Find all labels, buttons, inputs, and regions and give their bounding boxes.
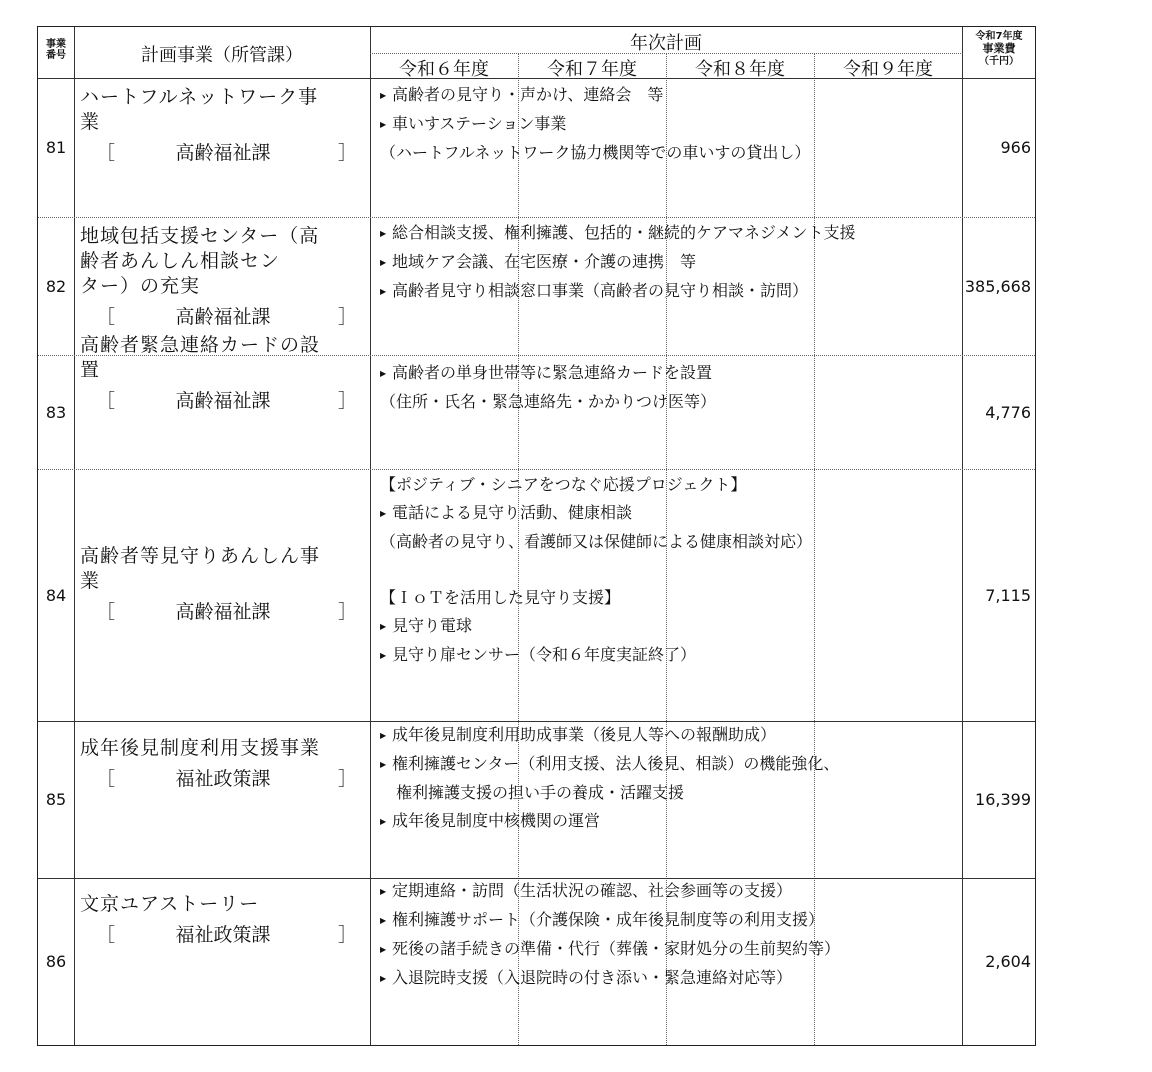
row-number: 86 (45, 952, 67, 971)
bracket-close: ］ (338, 768, 358, 790)
row-number: 82 (45, 276, 67, 296)
project-name-line: 地域包括支援センター（高 (80, 225, 320, 247)
plan-item (380, 359, 962, 388)
header-no-label: 事業番号 (46, 39, 66, 61)
project-name-line: 高齢者緊急連絡カードの設 (80, 334, 321, 356)
bracket-open: ［ (96, 306, 116, 328)
plan-item-text: （住所・氏名・緊急連絡先・かかりつけ医等） (380, 392, 717, 411)
plan-item-text: 【ポジティブ・シニアをつなぐ応援プロジェクト】 (380, 475, 747, 494)
plan-item-text: 総合相談支援、権利擁護、包括的・継続的ケアマネジメント支援 (392, 223, 856, 242)
project-cell (74, 333, 370, 414)
plan-item (380, 139, 962, 167)
department (74, 141, 370, 166)
plan-table (37, 26, 1036, 1046)
plan-item (380, 110, 962, 139)
triangle-bullet-icon: ▶ (380, 287, 387, 296)
project-name-line: 高齢者等見守りあんしん事 (80, 545, 321, 567)
row-separator (38, 469, 1035, 470)
triangle-bullet-icon: ▶ (380, 916, 387, 925)
department-name: 高齢福祉課 (175, 142, 271, 164)
department-name: 福祉政策課 (175, 768, 271, 790)
bracket-close: ］ (338, 924, 358, 946)
row-number: 85 (45, 790, 67, 809)
header-cost-line2: 事業費 (982, 42, 1016, 55)
department-name: 高齢福祉課 (175, 390, 271, 412)
plan-item (380, 556, 962, 584)
triangle-bullet-icon: ▶ (380, 509, 387, 518)
plan-item (380, 779, 962, 807)
plan-item (380, 935, 962, 964)
triangle-bullet-icon: ▶ (380, 887, 387, 896)
plan-item-text: （ハートフルネットワーク協力機関等での車いすの貸出し） (380, 143, 811, 162)
plan-cell (370, 219, 962, 306)
plan-item-text: 成年後見制度中核機関の運営 (392, 811, 601, 830)
header-year-3: 令和８年度 (695, 59, 785, 80)
project-name-line: 業 (80, 111, 101, 133)
header-year-2: 令和７年度 (547, 59, 637, 80)
triangle-bullet-icon: ▶ (380, 760, 387, 769)
bracket-open: ［ (96, 390, 116, 412)
bracket-open: ［ (96, 142, 116, 164)
cost-value: 966 (1000, 138, 1031, 157)
row-number: 81 (45, 138, 67, 157)
plan-cell (370, 81, 962, 167)
plan-item-text: 地域ケア会議、在宅医療・介護の連携 等 (392, 252, 697, 271)
plan-item (380, 877, 962, 906)
plan-item (380, 584, 962, 612)
plan-item-text: 高齢者の見守り・声かけ、連絡会 等 (392, 85, 664, 104)
department (74, 389, 370, 414)
department (74, 600, 370, 625)
cost-value: 4,776 (985, 402, 1031, 422)
plan-cell (370, 721, 962, 836)
triangle-bullet-icon: ▶ (380, 945, 387, 954)
bracket-close: ］ (338, 306, 358, 328)
plan-item (380, 248, 962, 277)
triangle-bullet-icon: ▶ (380, 731, 387, 740)
row-number: 83 (45, 402, 67, 422)
triangle-bullet-icon: ▶ (380, 974, 387, 983)
cost-value: 7,115 (985, 585, 1031, 605)
triangle-bullet-icon: ▶ (380, 622, 387, 631)
triangle-bullet-icon: ▶ (380, 369, 387, 378)
row-separator (38, 217, 1035, 218)
header-year-1: 令和６年度 (399, 59, 489, 80)
plan-item (380, 964, 962, 993)
project-cell (74, 544, 370, 625)
plan-cell (370, 877, 962, 993)
triangle-bullet-icon: ▶ (380, 651, 387, 660)
plan-item (380, 750, 962, 779)
plan-item (380, 721, 962, 750)
project-name-line: 成年後見制度利用支援事業 (80, 737, 321, 759)
row-number: 84 (45, 585, 67, 605)
plan-item (380, 388, 962, 416)
project-name-line: 文京ユアストーリー (80, 893, 260, 915)
plan-item (380, 807, 962, 836)
cost-value: 385,668 (964, 276, 1031, 296)
department-name: 福祉政策課 (175, 924, 271, 946)
cost-value: 16,399 (975, 790, 1031, 809)
project-name-line: ター）の充実 (80, 275, 201, 297)
plan-item-text: 定期連絡・訪問（生活状況の確認、社会参画等の支援） (392, 881, 793, 900)
header-year-4: 令和９年度 (843, 59, 933, 80)
triangle-bullet-icon: ▶ (380, 91, 387, 100)
bracket-open: ［ (96, 924, 116, 946)
project-name-line: ハートフルネットワーク事 (80, 86, 319, 108)
plan-cell (370, 471, 962, 670)
department (74, 923, 370, 948)
plan-item (380, 471, 962, 499)
project-cell (74, 224, 370, 330)
triangle-bullet-icon: ▶ (380, 258, 387, 267)
plan-item-text: 権利擁護センター（利用支援、法人後見、相談）の機能強化、 (392, 754, 840, 773)
header-annual-plan: 年次計画 (630, 33, 702, 54)
project-cell (74, 736, 370, 792)
header-cost-line3: （千円） (979, 56, 1019, 67)
plan-item-text: 死後の諸手続きの準備・代行（葬儀・家財処分の生前契約等） (392, 939, 841, 958)
plan-item (380, 906, 962, 935)
bracket-open: ［ (96, 601, 116, 623)
plan-item-text: 見守り電球 (392, 616, 473, 635)
plan-item (380, 528, 962, 556)
project-name-line: 置 (80, 359, 101, 381)
project-name-line: 齢者あんしん相談セン (80, 250, 281, 272)
plan-item-text: 電話による見守り活動、健康相談 (392, 503, 633, 522)
department-name: 高齢福祉課 (175, 306, 271, 328)
cost-value: 2,604 (985, 952, 1031, 971)
plan-item (380, 612, 962, 641)
project-cell (74, 85, 370, 166)
plan-item-text: 権利擁護サポート（介護保険・成年後見制度等の利用支援） (392, 910, 825, 929)
plan-item (380, 277, 962, 306)
header-cost-line1: 令和7年度 (975, 31, 1023, 42)
department (74, 305, 370, 330)
triangle-bullet-icon: ▶ (380, 120, 387, 129)
project-cell (74, 892, 370, 948)
bracket-close: ］ (338, 601, 358, 623)
plan-item-text: 高齢者の単身世帯等に緊急連絡カードを設置 (392, 363, 713, 382)
plan-item-text: 【ＩｏＴを活用した見守り支援】 (380, 588, 621, 607)
plan-cell (370, 359, 962, 416)
triangle-bullet-icon: ▶ (380, 817, 387, 826)
plan-item (380, 641, 962, 670)
plan-item-text: 高齢者見守り相談窓口事業（高齢者の見守り相談・訪問） (392, 281, 809, 300)
plan-item-text: 成年後見制度利用助成事業（後見人等への報酬助成） (392, 725, 777, 744)
plan-item (380, 219, 962, 248)
triangle-bullet-icon: ▶ (380, 229, 387, 238)
plan-item-text: 見守り扉センサー（令和６年度実証終了） (392, 645, 697, 664)
plan-item (380, 499, 962, 528)
bracket-close: ］ (338, 142, 358, 164)
bracket-open: ［ (96, 768, 116, 790)
project-name-line: 業 (80, 570, 101, 592)
header-no (38, 39, 74, 61)
header-cost (962, 31, 1036, 67)
header-project: 計画事業（所管課） (141, 45, 303, 66)
plan-item-text: 入退院時支援（入退院時の付き添い・緊急連絡対応等） (392, 968, 793, 987)
plan-item (380, 81, 962, 110)
plan-item-text: 権利擁護支援の担い手の養成・活躍支援 (380, 783, 685, 802)
bracket-close: ］ (338, 390, 358, 412)
plan-item-text: （高齢者の見守り、看護師又は保健師による健康相談対応） (380, 532, 813, 551)
plan-item-text: 車いすステーション事業 (392, 114, 567, 133)
department-name: 高齢福祉課 (175, 601, 271, 623)
department (74, 767, 370, 792)
